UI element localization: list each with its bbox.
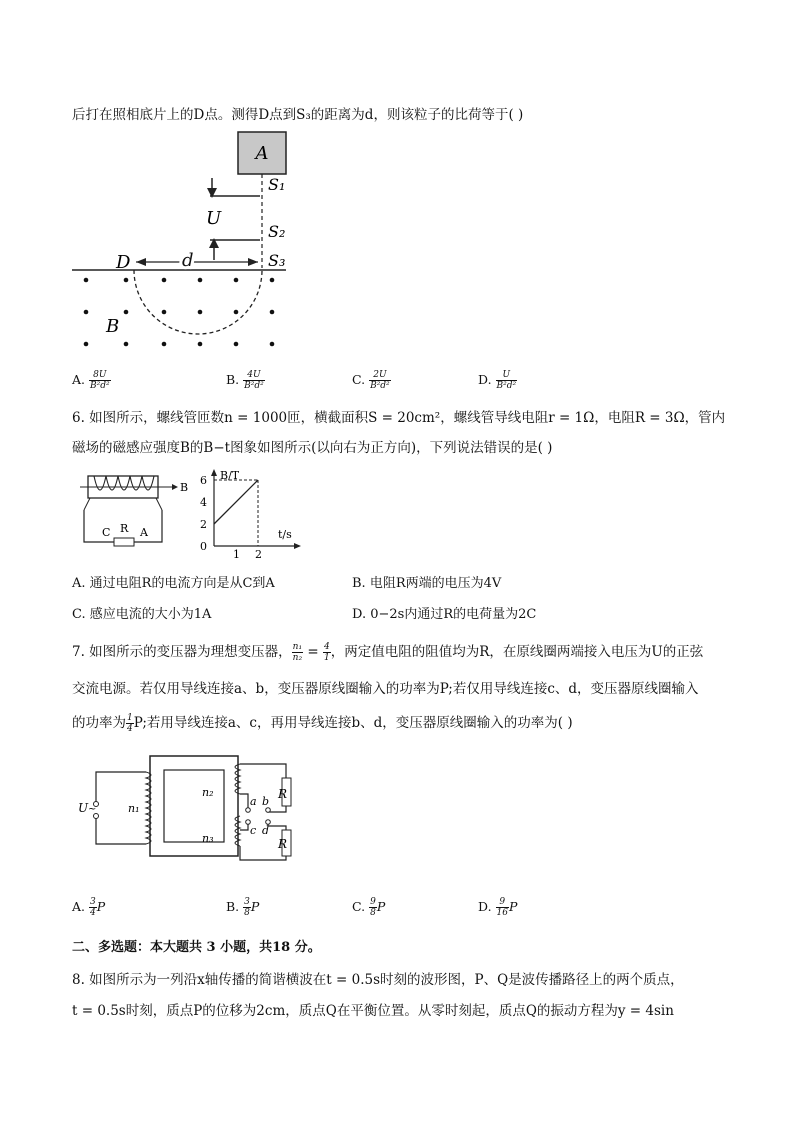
q6-option-a[interactable]: A. 通过电阻R的电流方向是从C到A bbox=[72, 576, 275, 591]
r2-label: R bbox=[278, 837, 288, 851]
q6-option-b[interactable]: B. 电阻R两端的电压为4V bbox=[352, 576, 502, 591]
n1-label: n₁ bbox=[128, 802, 140, 815]
b-arrow-label: B bbox=[180, 481, 189, 494]
series-line bbox=[214, 480, 258, 524]
x-tick-label: 1 bbox=[233, 548, 240, 560]
x-axis-arrow-icon bbox=[294, 543, 301, 549]
right-arrow-icon bbox=[248, 258, 258, 266]
x-tick-label: 2 bbox=[255, 548, 262, 560]
y-tick-label: 2 bbox=[200, 518, 207, 531]
s3-label: S₃ bbox=[268, 251, 286, 270]
x-axis-label: t/s bbox=[278, 528, 292, 541]
q5-stem-line: 后打在照相底片上的D点。测得D点到S₃的距离为d，则该粒子的比荷等于( ) bbox=[72, 107, 524, 123]
q6-stem-line-1: 6. 如图所示，螺线管匝数n = 1000匝，横截面积S = 20cm²，螺线管导线电阻r = 1Ω，电阻R = 3Ω，管内 bbox=[72, 410, 726, 426]
s1-label: S₁ bbox=[268, 175, 286, 194]
y-tick-label: 6 bbox=[200, 474, 207, 487]
q6-solenoid-circuit-figure bbox=[76, 470, 196, 550]
c-terminal-label: c bbox=[250, 824, 257, 837]
u-label: U bbox=[206, 208, 222, 229]
b-arrow-icon bbox=[172, 484, 178, 490]
a-label: A bbox=[140, 526, 148, 539]
q7-option-a[interactable]: A. $\frac{3}{4}$ P bbox=[72, 897, 106, 918]
y-tick-label: 0 bbox=[200, 540, 207, 553]
q7-option-b[interactable]: B. $\frac{3}{8}$ P bbox=[226, 897, 260, 918]
s2-label: S₂ bbox=[268, 222, 286, 241]
y-axis-arrow-icon bbox=[211, 469, 217, 476]
q5-option-b[interactable]: B. $\frac{4U}{\text{B²d²}}$ bbox=[226, 370, 264, 391]
q7-option-d[interactable]: D. $\frac{9}{16}$ P bbox=[478, 897, 518, 918]
q6-option-c[interactable]: C. 感应电流的大小为1A bbox=[72, 607, 212, 622]
y-tick-label: 4 bbox=[200, 496, 207, 509]
q7-stem-line-1: 7. 如图所示的变压器为理想变压器， $\frac{\text{n₁}}{\text{n₂}}$ = $\frac{4}{1}$ ，两定值电阻的阻值均为R，在原线圈两端接入电压为U的正弦 bbox=[72, 642, 704, 663]
left-arrow-icon bbox=[136, 258, 146, 266]
q8-stem-line-1: 8. 如图所示为一列沿x轴传播的简谐横波在t = 0.5s时刻的波形图，P、Q是波传播路径上的两个质点， bbox=[72, 972, 684, 988]
q7-stem-line-3: 的功率为 $\frac{1}{4}$ P;若用导线连接a、c，再用导线连接b、d，变压器原线圈输入的功率为( ) bbox=[72, 713, 573, 734]
q7-option-c[interactable]: C. $\frac{9}{8}$ P bbox=[352, 897, 386, 918]
n3-label: n₃ bbox=[202, 832, 214, 845]
n2-label: n₂ bbox=[202, 786, 214, 799]
u-source-label: U bbox=[78, 801, 89, 815]
b-label: B bbox=[106, 316, 120, 337]
r1-label: R bbox=[278, 787, 288, 801]
d-terminal-label: d bbox=[262, 824, 270, 837]
d-point-label: D bbox=[116, 252, 131, 273]
c-label: C bbox=[102, 526, 111, 539]
q7-transformer-figure bbox=[76, 750, 312, 868]
q6-option-d[interactable]: D. 0−2s内通过R的电荷量为2C bbox=[352, 607, 537, 622]
ac-icon: ~ bbox=[88, 804, 97, 815]
r-label: R bbox=[120, 522, 129, 535]
q5-option-a[interactable]: A. $\frac{8U}{\text{B²d²}}$ bbox=[72, 370, 110, 391]
q7-stem-line-2: 交流电源。若仅用导线连接a、b，变压器原线圈输入的功率为P;若仅用导线连接c、d，变压器原线圈输入 bbox=[72, 681, 699, 697]
q5-option-d[interactable]: D. $\frac{U}{\text{B²d²}}$ bbox=[478, 370, 517, 391]
d-length-label: d bbox=[182, 250, 194, 271]
a-terminal-label: a bbox=[250, 795, 257, 808]
box-label: A bbox=[255, 143, 269, 164]
section-heading: 二、多选题：本大题共 3 小题，共18 分。 bbox=[72, 940, 321, 955]
turns-ratio: $\frac{\text{n₁}}{\text{n₂}}$ bbox=[292, 642, 303, 663]
b-terminal-label: b bbox=[262, 795, 270, 808]
y-axis-label: B/T bbox=[220, 469, 240, 482]
q8-stem-line-2: t = 0.5s时刻，质点P的位移为2cm，质点Q在平衡位置。从零时刻起，质点Q的振动方程为y = 4sin bbox=[72, 1003, 674, 1019]
q6-b-t-chart bbox=[196, 466, 308, 560]
q5-option-c[interactable]: C. $\frac{2U}{\text{B²d²}}$ bbox=[352, 370, 390, 391]
q5-mass-spectrometer-figure bbox=[60, 128, 320, 368]
q6-stem-line-2: 磁场的磁感应强度B的B−t图象如图所示(以向右为正方向)，下列说法错误的是( ) bbox=[72, 440, 553, 456]
